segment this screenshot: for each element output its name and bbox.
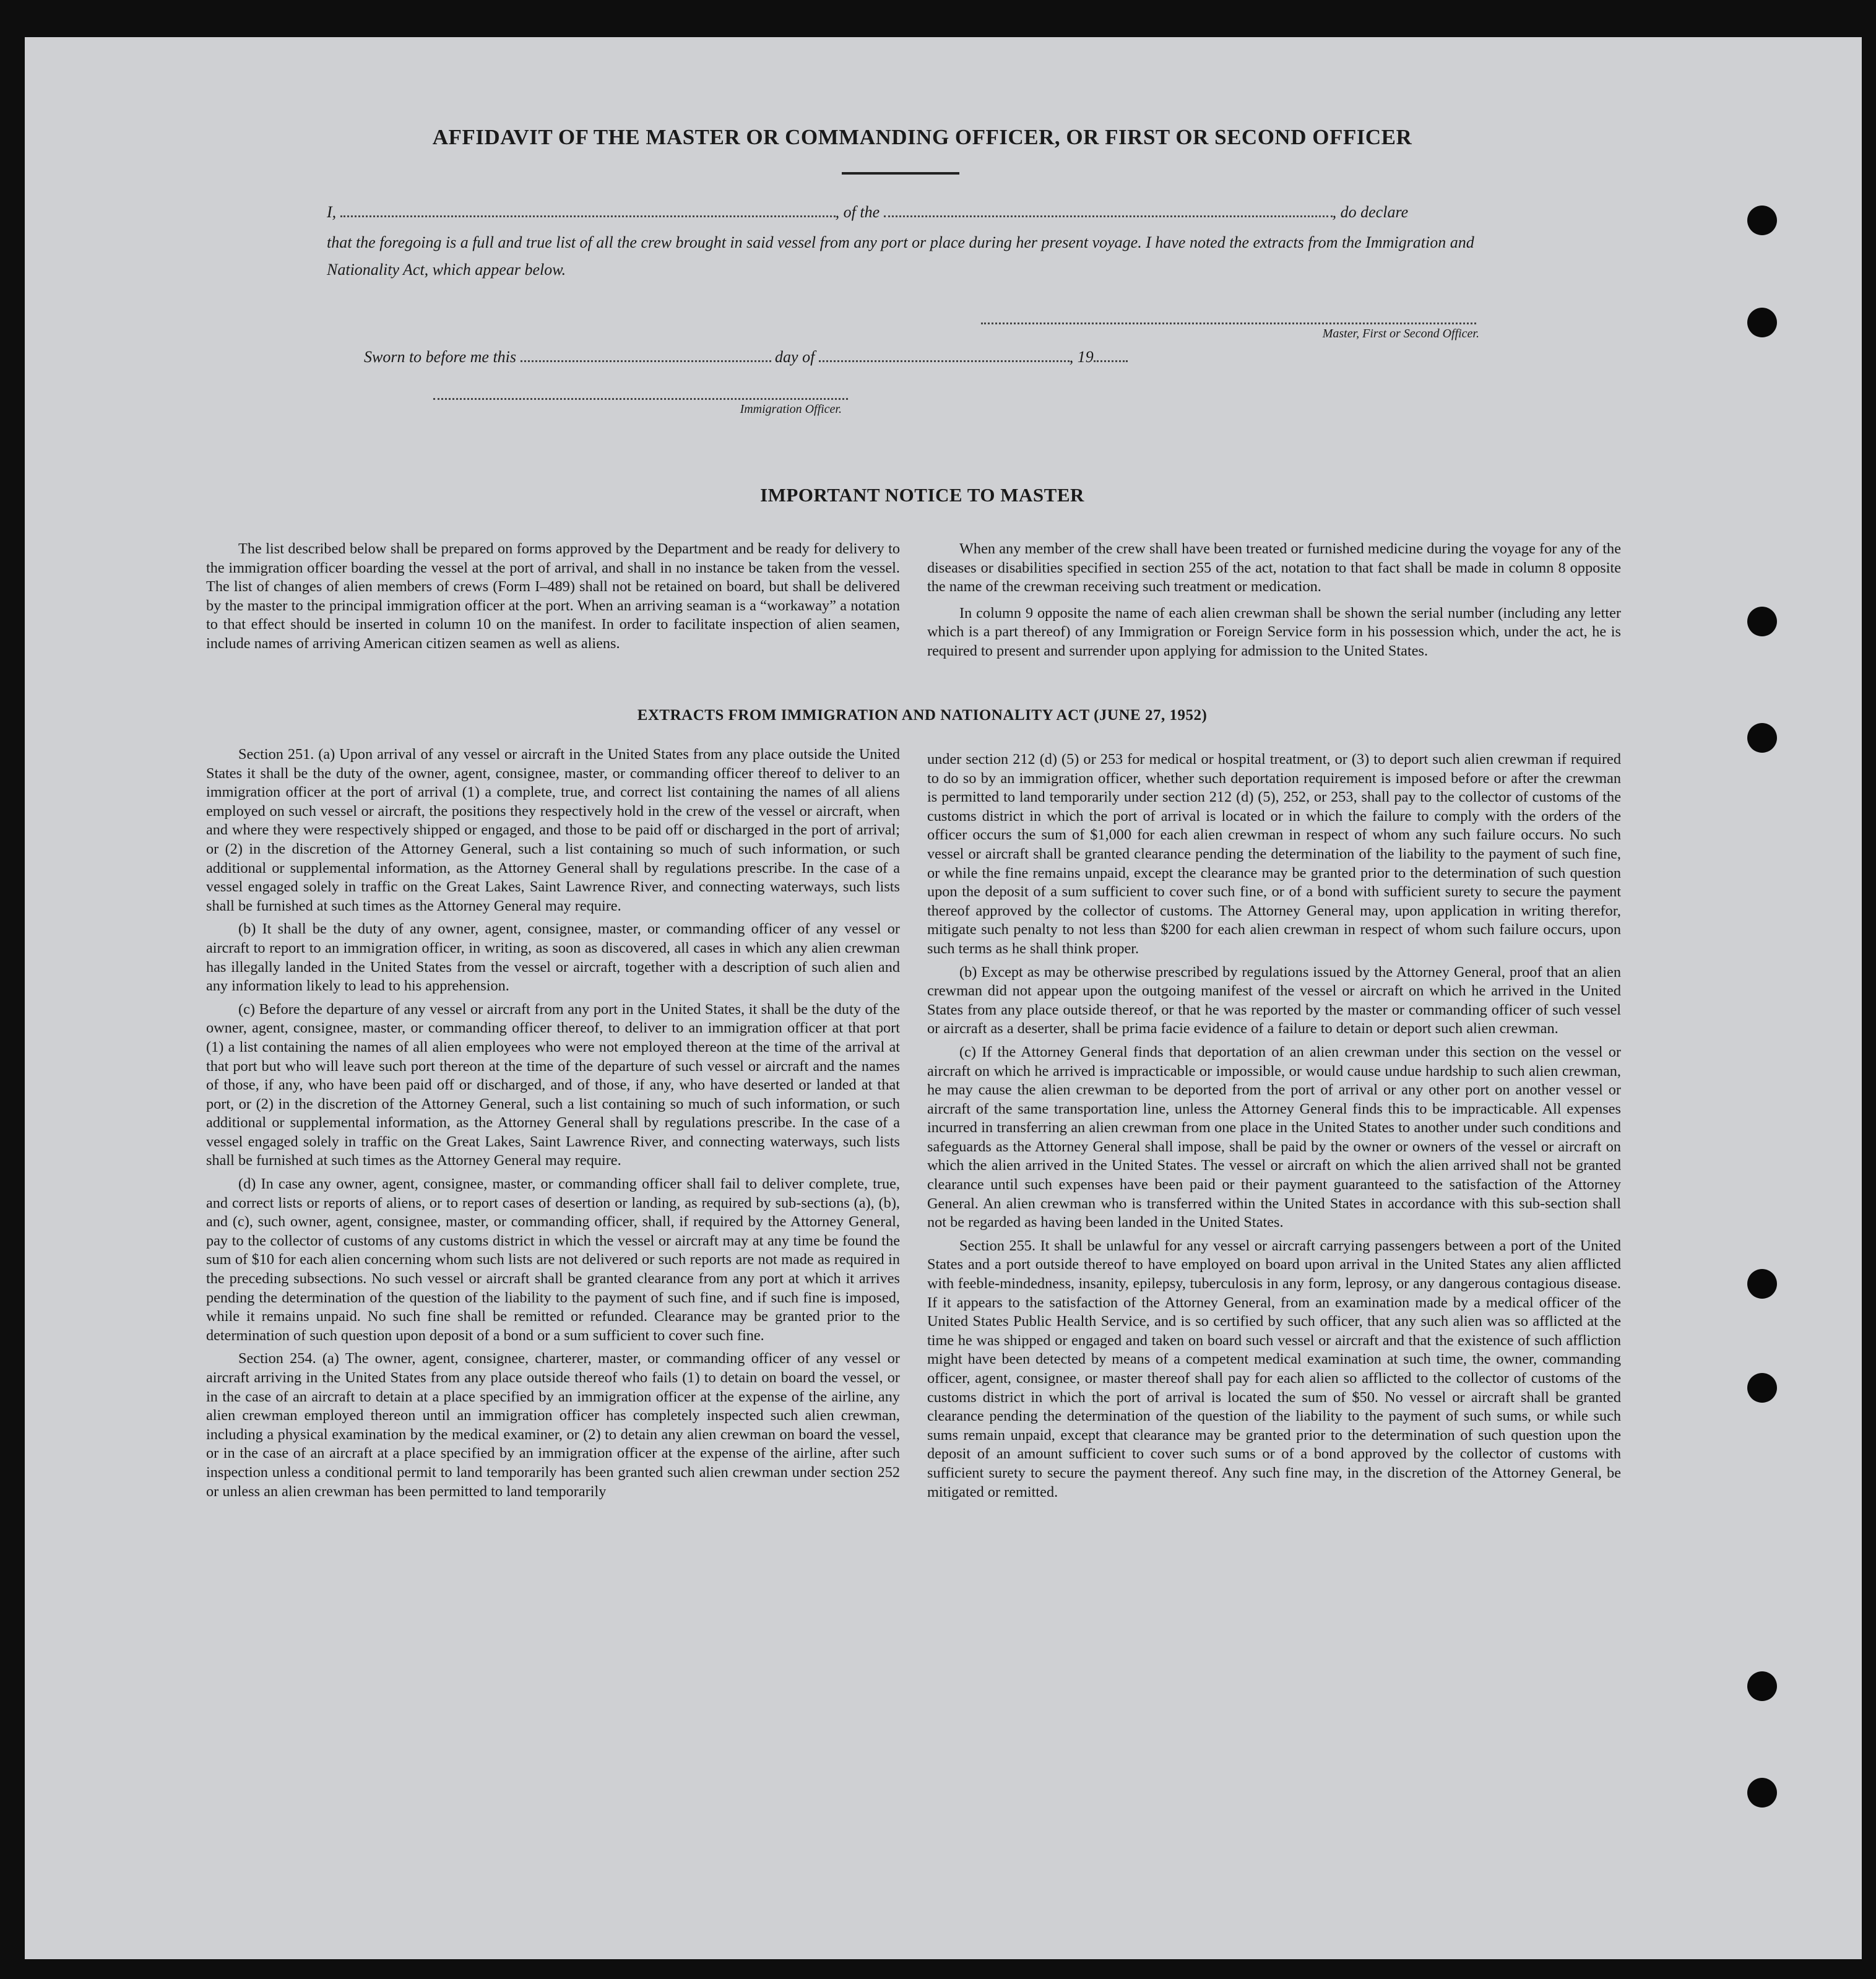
section-251-b: (b) It shall be the duty of any owner, agent, consignee, master, or commanding officer of any vessel or aircraft to report to an immigration officer, in writing, as soon as discovered, all cases in which any alien crewman has illegally landed in the United States from the vessel or aircraft, together with a description of such alien and any information likely to lead to his apprehension. [206,920,900,995]
day-blank[interactable] [521,349,771,362]
master-signature-line[interactable] [981,323,1476,324]
section-251-a: Section 251. (a) Upon arrival of any vessel or aircraft in the United States from any place outside the United States it shall be the duty of the owner, agent, consignee, master, or commanding officer thereof to deliver to an immigration officer at the port of arrival (1) a complete, true, and correct list containing the names of all aliens employed on such vessel or aircraft, the positions they respectively hold in the crew of the vessel or aircraft, when and where they were respectively shipped or engaged, and those to be paid off or discharged in the port of arrival; or (2) in the discretion of the Attorney General, such a list containing so much of such information, or such additional or supplemental information, as the Attorney General shall by regulations prescribe. In the case of a vessel engaged solely in traffic on the Great Lakes, Saint Lawrence River, and connecting waterways, such lists shall be furnished at such times as the Attorney General may require. [206,746,900,914]
affidavit-title: AFFIDAVIT OF THE MASTER OR COMMANDING OFFICER, OR FIRST OR SECOND OFFICER [432,125,1412,149]
section-251-d: (d) In case any owner, agent, consignee, master, or commanding officer shall fail to deliver complete, true, and correct lists or reports of aliens, or to report cases of desertion or landing, as required by sub-sections (a), (b), and (c), such owner, agent, consignee, master, or commanding officer, shall, if required by the Attorney General, pay to the collector of customs of any customs district in which the vessel or aircraft may at any time be found the sum of $10 for each alien concerning whom such lists are not delivered or such reports are not made as required in the preceding subsections. No such vessel or aircraft shall be granted clearance from any port at which it arrives pending the determination of the question of the liability to the payment of such fine, and if such fine is imposed, while it remains unpaid. No such fine shall be remitted or refunded. Clearance may be granted prior to the determination of such question upon deposit of a bond or a sum sufficient to cover such fine. [206,1176,900,1344]
of-the-label: , of the [835,203,880,221]
punch-hole [1747,1373,1777,1403]
vessel-blank[interactable] [884,204,1333,217]
section-255: Section 255. It shall be unlawful for any vessel or aircraft carrying passengers between a port of the United States and a port outside thereof to have employed on board upon arrival in the United States any alien afflicted with feeble-mindedness, insanity, epilepsy, tuberculosis in any form, leprosy, or any dangerous contagious disease. If it appears to the satisfaction of the Attorney General, from an examination made by a medical officer of the United States Public Health Service, and is so certified by such officer, that any such alien was so afflicted at the time he was shipped or engaged and taken on board such vessel or aircraft and that the existence of such affliction might have been detected by means of a competent medical examination at such time, the owner, commanding officer, agent, consignee, or master thereof shall pay for each alien so afflicted to the collector of customs of the customs district in which the port of arrival is located the sum of $50. No vessel or aircraft shall be granted clearance pending the determination of the question of the liability to the payment of such sums, or while such sums remain unpaid, except that clearance may be granted prior to the determination of such question upon the deposit of an amount sufficient to cover such sums or of a bond approved by the collector of customs with sufficient surety to secure the payment thereof. Any such fine may, in the discretion of the Attorney General, be mitigated or remitted. [927,1237,1621,1500]
year-blank[interactable] [1094,349,1128,362]
extracts-right-column [927,750,1621,1502]
year-label: , 19 [1069,348,1094,366]
immigration-officer-signature-line[interactable] [433,398,848,400]
punch-hole [1747,1671,1777,1701]
punch-hole [1747,1778,1777,1808]
extracts-left-column [206,745,900,1501]
section-254-c: (c) If the Attorney General finds that deportation of an alien crewman under this section on the vessel or aircraft on which he arrived is impracticable or impossible, or would cause undue hardship to such alien crewman, he may cause the alien crewman to be deported from the port of arrival or any other port on another vessel or aircraft of the same transportation line, unless the Attorney General finds this to be impracticable. All expenses incurred in transferring an alien crewman from one place in the United States to another under such conditions and safeguards as the Attorney General shall impose, shall be paid by the owner or owners of the vessel or aircraft on which the alien arrived in the United States. The vessel or aircraft on which the alien arrived shall not be granted clearance until such expenses have been paid or their payment guaranteed to the satisfaction of the Attorney General. An alien crewman who is transferred within the United States in accordance with this sub-section shall not be regarded as having been landed in the United States. [927,1043,1621,1231]
i-label: I, [327,203,337,221]
notice-paragraph: The list described below shall be prepared on forms approved by the Department and be ready for delivery to the immigration officer boarding the vessel at the port of arrival, and shall in no instance be taken from the vessel. The list of changes of alien members of crews (Form I–489) shall not be retained on board, but shall be delivered by the master to the principal immigration officer at the port. When an arriving seaman is a “workaway” a notation to that effect should be inserted in column 10 on the manifest. In order to facilitate inspection of alien seamen, include names of arriving American citizen seamen as well as aliens. [206,540,900,652]
section-254-a-continued: under section 212 (d) (5) or 253 for medical or hospital treatment, or (3) to deport such alien crewman if required to do so by an immigration officer, whether such deportation requirement is imposed before or after the crewman is permitted to land temporarily under section 212 (d) (5), 252, or 253, shall pay to the collector of customs of the customs district in which the port of arrival is located or in which the failure to comply with the orders of the officer occurs the sum of $1,000 for each alien crewman in respect of whom any such failure occurs. No such vessel or aircraft shall be granted clearance pending the determination of the liability to the payment of such fine, or while the fine remains unpaid, except the clearance may be granted prior to the determination of such question upon the deposit of a sum sufficient to cover such fine, or of a bond with sufficient surety to secure the payment thereof approved by the collector of customs. The Attorney General may, upon application in writing therefor, mitigate such penalty to not less than $200 for each alien crewman in respect of whom such failure occurs, upon such terms as he shall think proper. [927,751,1621,957]
month-blank[interactable] [819,349,1070,362]
section-251-c: (c) Before the departure of any vessel or aircraft from any port in the United States, it shall be the duty of the owner, agent, consignee, master, or commanding officer thereof, to deliver to an immigration officer at that port (1) a list containing the names of all alien employees who were not employed thereon at the time of the arrival at that port but who will leave such port thereon at the time of the departure of such vessel or aircraft and the names of those, if any, who have been paid off or discharged, and of those, if any, who have deserted or landed at that port, or (2) in the discretion of the Attorney General, such a list containing so much of such information, or such additional or supplemental information, as the Attorney General shall by regulations prescribe. In the case of a vessel engaged solely in traffic on the Great Lakes, Saint Lawrence River, and connecting waterways, such lists shall be furnished at such times as the Attorney General may require. [206,1000,900,1169]
section-254-a: Section 254. (a) The owner, agent, consignee, charterer, master, or commanding officer of any vessel or aircraft arriving in the United States from any place outside thereof who fails (1) to detain on board the vessel, or in the case of an aircraft to detain at a place specified by an immigration officer at the expense of the airline, any alien crewman employed thereon until an immigration officer has completely inspected such alien crewman, including a physical examination by the medical examiner, or (2) to detain any alien crewman on board the vessel, or in the case of an aircraft at a place specified by an immigration officer at the expense of the airline, after such inspection unless a conditional permit to land temporarily has been granted such alien crewman under section 252 or unless an alien crewman has been permitted to land temporarily [206,1350,900,1500]
title-underline [842,172,959,175]
document-page [25,37,1862,1959]
punch-hole [1747,308,1777,337]
extracts-title: EXTRACTS FROM IMMIGRATION AND NATIONALITY ACT (JUNE 27, 1952) [637,707,1208,724]
do-declare-label: , do declare [1332,203,1409,221]
notice-left-column [206,540,900,654]
punch-hole [1747,723,1777,753]
punch-hole [1747,206,1777,235]
name-blank[interactable] [340,204,836,217]
section-254-b: (b) Except as may be otherwise prescribed by regulations issued by the Attorney General, proof that an alien crewman did not appear upon the outgoing manifest of the vessel or aircraft on which he arrived in the United States from any place outside thereof, or that he was reported by the master or commanding officer of such vessel or aircraft as a deserter, shall be prima facie evidence of a failure to detain or deport such alien crewman. [927,963,1621,1037]
punch-hole [1747,1269,1777,1299]
notice-paragraph: When any member of the crew shall have been treated or furnished medicine during the voyage for any of the diseases or disabilities specified in section 255 of the act, notation to that fact shall be made in column 8 opposite the name of the crewman receiving such treatment or medication. [927,540,1621,595]
sworn-line [364,348,1292,366]
notice-paragraph: In column 9 opposite the name of each alien crewman shall be shown the serial number (including any letter which is a part thereof) of any Immigration or Foreign Service form in his possession which, under the act, he is required to present and surrender upon applying for admission to the United States. [927,604,1621,659]
declarant-line [327,203,1503,222]
sworn-label: Sworn to before me this [364,348,517,366]
notice-title: IMPORTANT NOTICE TO MASTER [760,484,1084,506]
immigration-officer-caption: Immigration Officer. [740,402,842,416]
master-signature-caption: Master, First or Second Officer. [1322,327,1479,340]
declaration-text: that the foregoing is a full and true list of all the crew brought in said vessel from any port or place during her present voyage. I have noted the extracts from the Immigration and Nationality Act, which appear below. [327,233,1474,279]
notice-right-column [927,540,1621,661]
day-of-label: day of [775,348,815,366]
punch-hole [1747,607,1777,636]
